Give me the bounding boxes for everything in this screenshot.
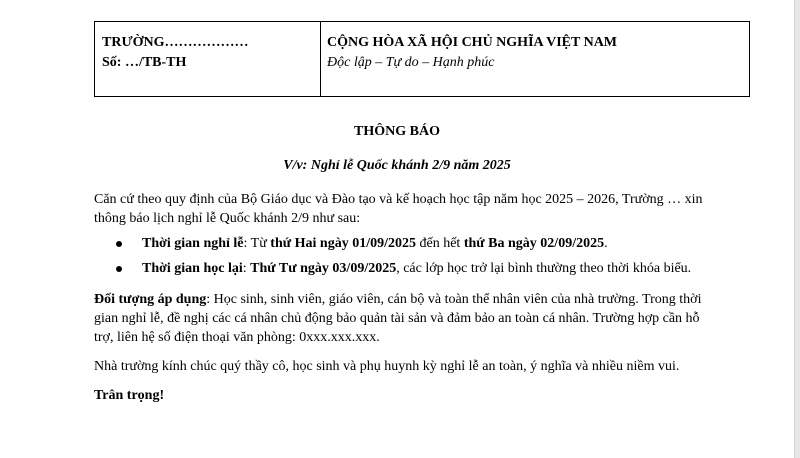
- list-item-resume-date: [94, 259, 714, 278]
- document-title: THÔNG BÁO: [354, 124, 440, 139]
- scope-text: : Học sinh, sinh viên, giáo viên, cán bộ và toàn thể nhân viên của nhà trường. Trong thời gian nghỉ lễ, đề nghị các cá nhân chủ động bảo quản tài sản và đảm bảo an toàn cá nhân. Trường hợp cần hỗ trợ, liên hệ số điện thoại văn phòng: 0xxx.xxx.xxx.: [94, 292, 702, 345]
- page-edge: [794, 0, 800, 458]
- bullet-icon: [116, 266, 122, 272]
- school-name: TRƯỜNG………………: [102, 35, 249, 50]
- school-cell: [95, 22, 321, 97]
- resume-text: :: [242, 261, 251, 276]
- holiday-period-label: Thời gian nghỉ lễ: [142, 236, 244, 251]
- scope-paragraph: [94, 290, 714, 347]
- intro-paragraph: Căn cứ theo quy định của Bộ Giáo dục và Đào tạo và kế hoạch học tập năm học 2025 – 2026, Trường … xin thông báo lịch nghỉ lễ Quốc khánh 2/9 như sau:: [94, 192, 703, 226]
- holiday-end: thứ Ba ngày 02/09/2025: [463, 236, 605, 251]
- document-body: [94, 190, 714, 405]
- list-item-holiday-period: [94, 234, 714, 253]
- resume-date: Thứ Tư ngày 03/09/2025: [250, 261, 397, 276]
- bullet-list: [94, 234, 714, 278]
- document-subject: V/v: Nghỉ lễ Quốc khánh 2/9 năm 2025: [283, 158, 511, 173]
- scope-label: Đối tượng áp dụng: [94, 292, 207, 307]
- header-table: [94, 21, 750, 97]
- holiday-period-text-3: .: [604, 236, 608, 251]
- national-heading-cell: [321, 22, 750, 97]
- resume-text-2: , các lớp học trở lại bình thường theo thời khóa biểu.: [396, 261, 692, 276]
- document-number: Số: …/TB-TH: [102, 55, 187, 70]
- bullet-icon: [116, 241, 122, 247]
- country-name: CỘNG HÒA XÃ HỘI CHỦ NGHĨA VIỆT NAM: [327, 35, 618, 50]
- holiday-period-text: : Từ: [243, 236, 271, 251]
- holiday-start: thứ Hai ngày 01/09/2025: [270, 236, 416, 251]
- holiday-period-text-2: đến hết: [416, 236, 464, 251]
- resume-label: Thời gian học lại: [142, 261, 243, 276]
- national-motto: Độc lập – Tự do – Hạnh phúc: [327, 55, 495, 70]
- closing-line: Trân trọng!: [94, 388, 165, 403]
- wishes-paragraph: Nhà trường kính chúc quý thầy cô, học sinh và phụ huynh kỳ nghỉ lễ an toàn, ý nghĩa và nhiều niềm vui.: [94, 359, 680, 374]
